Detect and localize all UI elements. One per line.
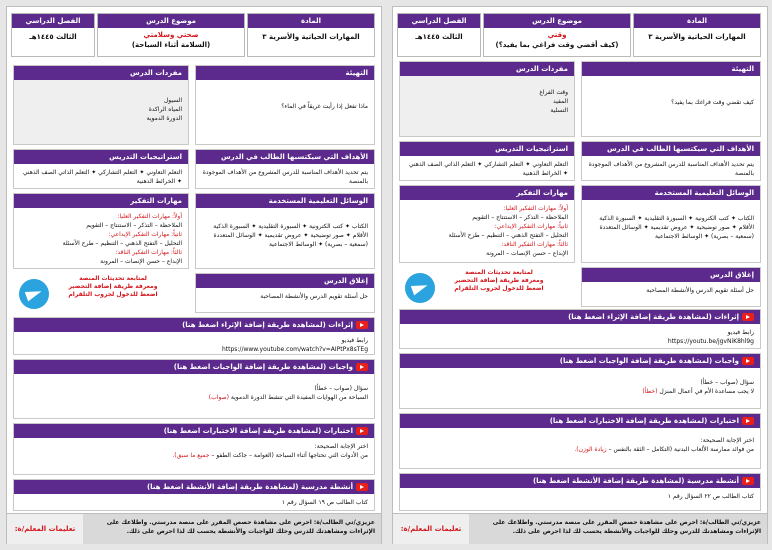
intro-title: التهيئة: [582, 62, 760, 76]
thinking-box: [399, 185, 575, 263]
thinking-line: أولاً: مهارات التفكير العليا:: [503, 205, 568, 212]
page-header: [13, 13, 375, 57]
topic-label: موضوع الدرس: [484, 14, 630, 28]
enrich-line: رابط فيديو: [727, 329, 754, 336]
tools-box: [195, 193, 375, 269]
thinking-line: أولاً: مهارات التفكير العليا:: [117, 213, 182, 220]
tests-line: اختر الإجابة الصحيحة:: [700, 437, 754, 444]
telegram-icon[interactable]: [405, 273, 435, 303]
semester-label: الفصل الدراسي: [12, 14, 94, 28]
page-footer: [393, 513, 767, 543]
youtube-icon: [356, 363, 368, 371]
thinking-line: الملاحظة – التذكر – الاستنتاج – التقويم: [472, 214, 568, 221]
thinking-body: [400, 200, 574, 262]
homework-title[interactable]: [400, 354, 760, 368]
strategies-title: استراتيجيات التدريس: [14, 150, 188, 164]
enrich-title[interactable]: [400, 310, 760, 324]
topic-cell: [97, 13, 245, 57]
vocab-item: الدورة الدموية: [146, 115, 182, 122]
tests-title[interactable]: [400, 414, 760, 428]
promo-line: ومعرفة طريقة إضافة التحضير: [68, 283, 158, 290]
enrich-box: [399, 309, 761, 349]
topic-value: (السلامة أثناء السباحة): [131, 41, 211, 49]
footer-notes: عزيزي/تي الطالب/ة: احرص على مشاهدة حصص المقرر على منصة مدرستي. واطلاعك على الإثراءات ومشاهدتك للدرس وحلك للواجبات والأنشطة يحسب لك لذا احرص على ذلك.: [81, 514, 381, 544]
lesson-plan-page-2: [392, 6, 768, 544]
subject-label: المادة: [634, 14, 760, 28]
promo-line: اضغط للدخول لجروب التلقرام: [68, 291, 158, 298]
tools-title: الوسائل التعليمية المستخدمة: [196, 194, 374, 208]
closing-box: [581, 267, 761, 307]
page-footer: [7, 513, 381, 543]
homework-line: سؤال (صواب – خطأ): [700, 379, 754, 386]
activity-title[interactable]: [400, 474, 760, 488]
youtube-icon: [356, 483, 368, 491]
telegram-icon[interactable]: [19, 279, 49, 309]
thinking-line: ثالثاً: مهارات التفكير الناقد:: [501, 241, 568, 248]
strategies-box: [13, 149, 189, 189]
youtube-icon: [742, 477, 754, 485]
enrich-title-text: إثراءات (لمشاهدة طريقة إضافة الإثراء اضغط هنا): [182, 321, 353, 329]
strategies-body: التعلم التعاوني ✦ التعلم التشاركي ✦ التعلم الذاتي الصف الذهني ✦ الخرائط الذهنية: [22, 169, 182, 185]
semester-value: الثالث ١٤٤٥هـ: [415, 33, 463, 41]
vocab-item: التسلية: [550, 107, 568, 114]
tests-line: اختر الإجابة الصحيحة:: [314, 443, 368, 450]
homework-title-text: واجبات (لمشاهدة طريقة إضافة الواجبات اضغط هنا): [173, 363, 353, 371]
topic-sub: صحتي وسلامتي: [143, 31, 199, 39]
goals-body: يتم تحديد الأهداف المناسبة للدرس المشروع من الأهداف الموجودة بالمنصة: [202, 169, 368, 185]
goals-box: [195, 149, 375, 189]
tools-body: الكتاب ✦ كتب الكترونية ✦ السبورة التقليدية ✦ السبورة الذكية الأقلام ✦ صور توضيحية ✦ عروض تقديمية ✦ الوسائل المتعددة (سمعية – بصرية) ✦ الوسائط الاجتماعية: [213, 223, 368, 248]
thinking-title: مهارات التفكير: [14, 194, 188, 208]
semester-cell: [11, 13, 95, 57]
enrich-line: رابط فيديو: [341, 337, 368, 344]
tests-question: من فوائد ممارسة الألعاب البدنية (التكامل – الثقة بالنفس – زيادة الوزن).: [574, 446, 754, 453]
strategies-body: التعلم التعاوني ✦ التعلم التشاركي ✦ التعلم الذاتي الصف الذهني ✦ الخرائط الذهنية: [408, 161, 568, 177]
activity-body: كتاب الطالب ص ١٩ السؤال رقم ١: [281, 499, 368, 506]
intro-box: [581, 61, 761, 137]
goals-title: الأهداف التي سيكتسبها الطالب في الدرس: [196, 150, 374, 164]
closing-body: حل أسئلة تقويم الدرس والأنشطة المصاحبة: [260, 293, 368, 300]
goals-box: [581, 141, 761, 181]
closing-title: إغلاق الدرس: [196, 274, 374, 288]
goals-title: الأهداف التي سيكتسبها الطالب في الدرس: [582, 142, 760, 156]
promo-line: لمتابعة تحديثات المنصة: [79, 275, 147, 282]
thinking-line: ثانياً: مهارات التفكير الإبداعي:: [108, 231, 182, 238]
semester-label: الفصل الدراسي: [398, 14, 480, 28]
tools-body: الكتاب ✦ كتب الكترونية ✦ السبورة التقليدية ✦ السبورة الذكية الأقلام ✦ صور توضيحية ✦ عروض تقديمية ✦ الوسائل المتعددة (سمعية – بصرية) ✦ الوسائط الاجتماعية: [599, 215, 754, 240]
enrich-box: [13, 317, 375, 355]
tests-answer: زيادة الوزن).: [574, 446, 607, 453]
enrich-title-text: إثراءات (لمشاهدة طريقة إضافة الإثراء اضغط هنا): [568, 313, 739, 321]
tests-answer: جميع ما سبق).: [172, 452, 210, 459]
youtube-icon: [356, 427, 368, 435]
thinking-line: ثانياً: مهارات التفكير الإبداعي:: [494, 223, 568, 230]
homework-title[interactable]: [14, 360, 374, 374]
vocab-title: مفردات الدرس: [14, 66, 188, 80]
closing-body: حل أسئلة تقويم الدرس والأنشطة المصاحبة: [646, 287, 754, 294]
vocab-box: [399, 61, 575, 137]
activity-title[interactable]: [14, 480, 374, 494]
activity-box: [399, 473, 761, 511]
homework-question: السباحة من الهوايات المفيدة التي تنشط الدورة الدموية (صواب): [208, 394, 368, 401]
goals-body: يتم تحديد الأهداف المناسبة للدرس المشروع من الأهداف الموجودة بالمنصة: [588, 161, 754, 177]
subject-label: المادة: [248, 14, 374, 28]
strategies-title: استراتيجيات التدريس: [400, 142, 574, 156]
telegram-promo[interactable]: [439, 269, 559, 293]
topic-value: (كيف أقضي وقت فراغي بما يفيد؟): [495, 41, 619, 49]
telegram-promo[interactable]: [53, 275, 173, 299]
homework-body: [14, 374, 374, 406]
intro-title: التهيئة: [196, 66, 374, 80]
homework-title-text: واجبات (لمشاهدة طريقة إضافة الواجبات اضغط هنا): [559, 357, 739, 365]
closing-title: إغلاق الدرس: [582, 268, 760, 282]
topic-sub: وقتي: [547, 31, 567, 39]
vocab-item: المفيد: [553, 98, 568, 105]
intro-box: [195, 65, 375, 145]
thinking-line: ثالثاً: مهارات التفكير الناقد:: [115, 249, 182, 256]
promo-line: ومعرفة طريقة إضافة التحضير: [454, 277, 544, 284]
vocab-list: [400, 76, 574, 119]
tests-box: [13, 423, 375, 475]
vocab-title: مفردات الدرس: [400, 62, 574, 76]
youtube-icon: [742, 357, 754, 365]
vocab-box: [13, 65, 189, 145]
strategies-box: [399, 141, 575, 181]
thinking-body: [14, 208, 188, 270]
footer-label: تعليمات المعلم/ة:: [393, 514, 469, 544]
activity-title-text: أنشطة مدرسية (لمشاهدة طريقة إضافة الأنشطة اضغط هنا): [146, 483, 353, 491]
homework-box: [399, 353, 761, 409]
activity-body: كتاب الطالب ص ٢٢ السؤال رقم ١: [667, 493, 754, 500]
promo-line: اضغط للدخول لجروب التلقرام: [454, 285, 544, 292]
vocab-item: وقت الفراغ: [539, 89, 568, 96]
closing-box: [195, 273, 375, 313]
intro-body: كيف تقضي وقت فراغك بما يفيد؟: [671, 99, 754, 106]
thinking-line: التحليل – التفتح الذهني – التنظيم – طرح الأسئلة: [448, 232, 568, 239]
homework-answer: (خطأ): [642, 388, 658, 395]
activity-title-text: أنشطة مدرسية (لمشاهدة طريقة إضافة الأنشطة اضغط هنا): [532, 477, 739, 485]
subject-cell: [247, 13, 375, 57]
lesson-plan-page-1: [6, 6, 382, 544]
thinking-box: [13, 193, 189, 269]
enrich-link[interactable]: https://youtu.be/jgvNiK8hl9g: [667, 338, 754, 345]
tests-title-text: اختبارات (لمشاهدة طريقة إضافة الاختبارات اضغط هنا): [549, 417, 739, 425]
homework-box: [13, 359, 375, 419]
enrich-body: [400, 324, 760, 350]
vocab-item: السيول: [163, 97, 182, 104]
intro-body: ماذا تفعل إذا رأيت غريقاً في الماء؟: [281, 103, 368, 110]
enrich-title[interactable]: [14, 318, 374, 332]
homework-line: سؤال (صواب – خطأ): [314, 385, 368, 392]
footer-label: تعليمات المعلم/ة:: [7, 514, 83, 544]
homework-question: لا يجب مساعدة الأم في أعمال المنزل (خطأ): [642, 388, 754, 395]
thinking-line: الملاحظة – التذكر – الاستنتاج – التقويم: [86, 222, 182, 229]
footer-notes: عزيزي/تي الطالب/ة: احرص على مشاهدة حصص المقرر على منصة مدرستي. واطلاعك على الإثراءات ومشاهدتك للدرس وحلك للواجبات والأنشطة يحسب لك لذا احرص على ذلك.: [467, 514, 767, 544]
youtube-icon: [356, 321, 368, 329]
activity-box: [13, 479, 375, 511]
enrich-body: [14, 332, 374, 358]
youtube-icon: [742, 313, 754, 321]
thinking-line: الإبداع – حسن الإنصات – المرونة: [100, 258, 182, 265]
homework-answer: (صواب): [208, 394, 229, 401]
topic-cell: [483, 13, 631, 57]
subject-value: المهارات الحياتية والأسرية ٣: [648, 33, 746, 41]
tests-body: [400, 428, 760, 458]
thinking-line: الإبداع – حسن الإنصات – المرونة: [486, 250, 568, 257]
thinking-title: مهارات التفكير: [400, 186, 574, 200]
tests-title-text: اختبارات (لمشاهدة طريقة إضافة الاختبارات اضغط هنا): [163, 427, 353, 435]
tests-question: من الأدوات التي تحتاجها أثناء السباحة (العوامة – جاكت الطفو – جميع ما سبق).: [172, 452, 368, 459]
subject-value: المهارات الحياتية والأسرية ٣: [262, 33, 360, 41]
enrich-link[interactable]: https://www.youtube.com/watch?v=AIPtPx8sTEg: [221, 346, 368, 353]
vocab-list: [14, 80, 188, 127]
semester-cell: [397, 13, 481, 57]
semester-value: الثالث ١٤٤٥هـ: [29, 33, 77, 41]
thinking-line: التحليل – التفتح الذهني – التنظيم – طرح الأسئلة: [62, 240, 182, 247]
vocab-item: المياه الراكدة: [148, 106, 182, 113]
tests-title[interactable]: [14, 424, 374, 438]
youtube-icon: [742, 417, 754, 425]
tools-box: [581, 185, 761, 263]
page-header: [399, 13, 761, 57]
topic-label: موضوع الدرس: [98, 14, 244, 28]
promo-line: لمتابعة تحديثات المنصة: [465, 269, 533, 276]
subject-cell: [633, 13, 761, 57]
tools-title: الوسائل التعليمية المستخدمة: [582, 186, 760, 200]
tests-box: [399, 413, 761, 469]
tests-body: [14, 438, 374, 464]
homework-body: [400, 368, 760, 400]
